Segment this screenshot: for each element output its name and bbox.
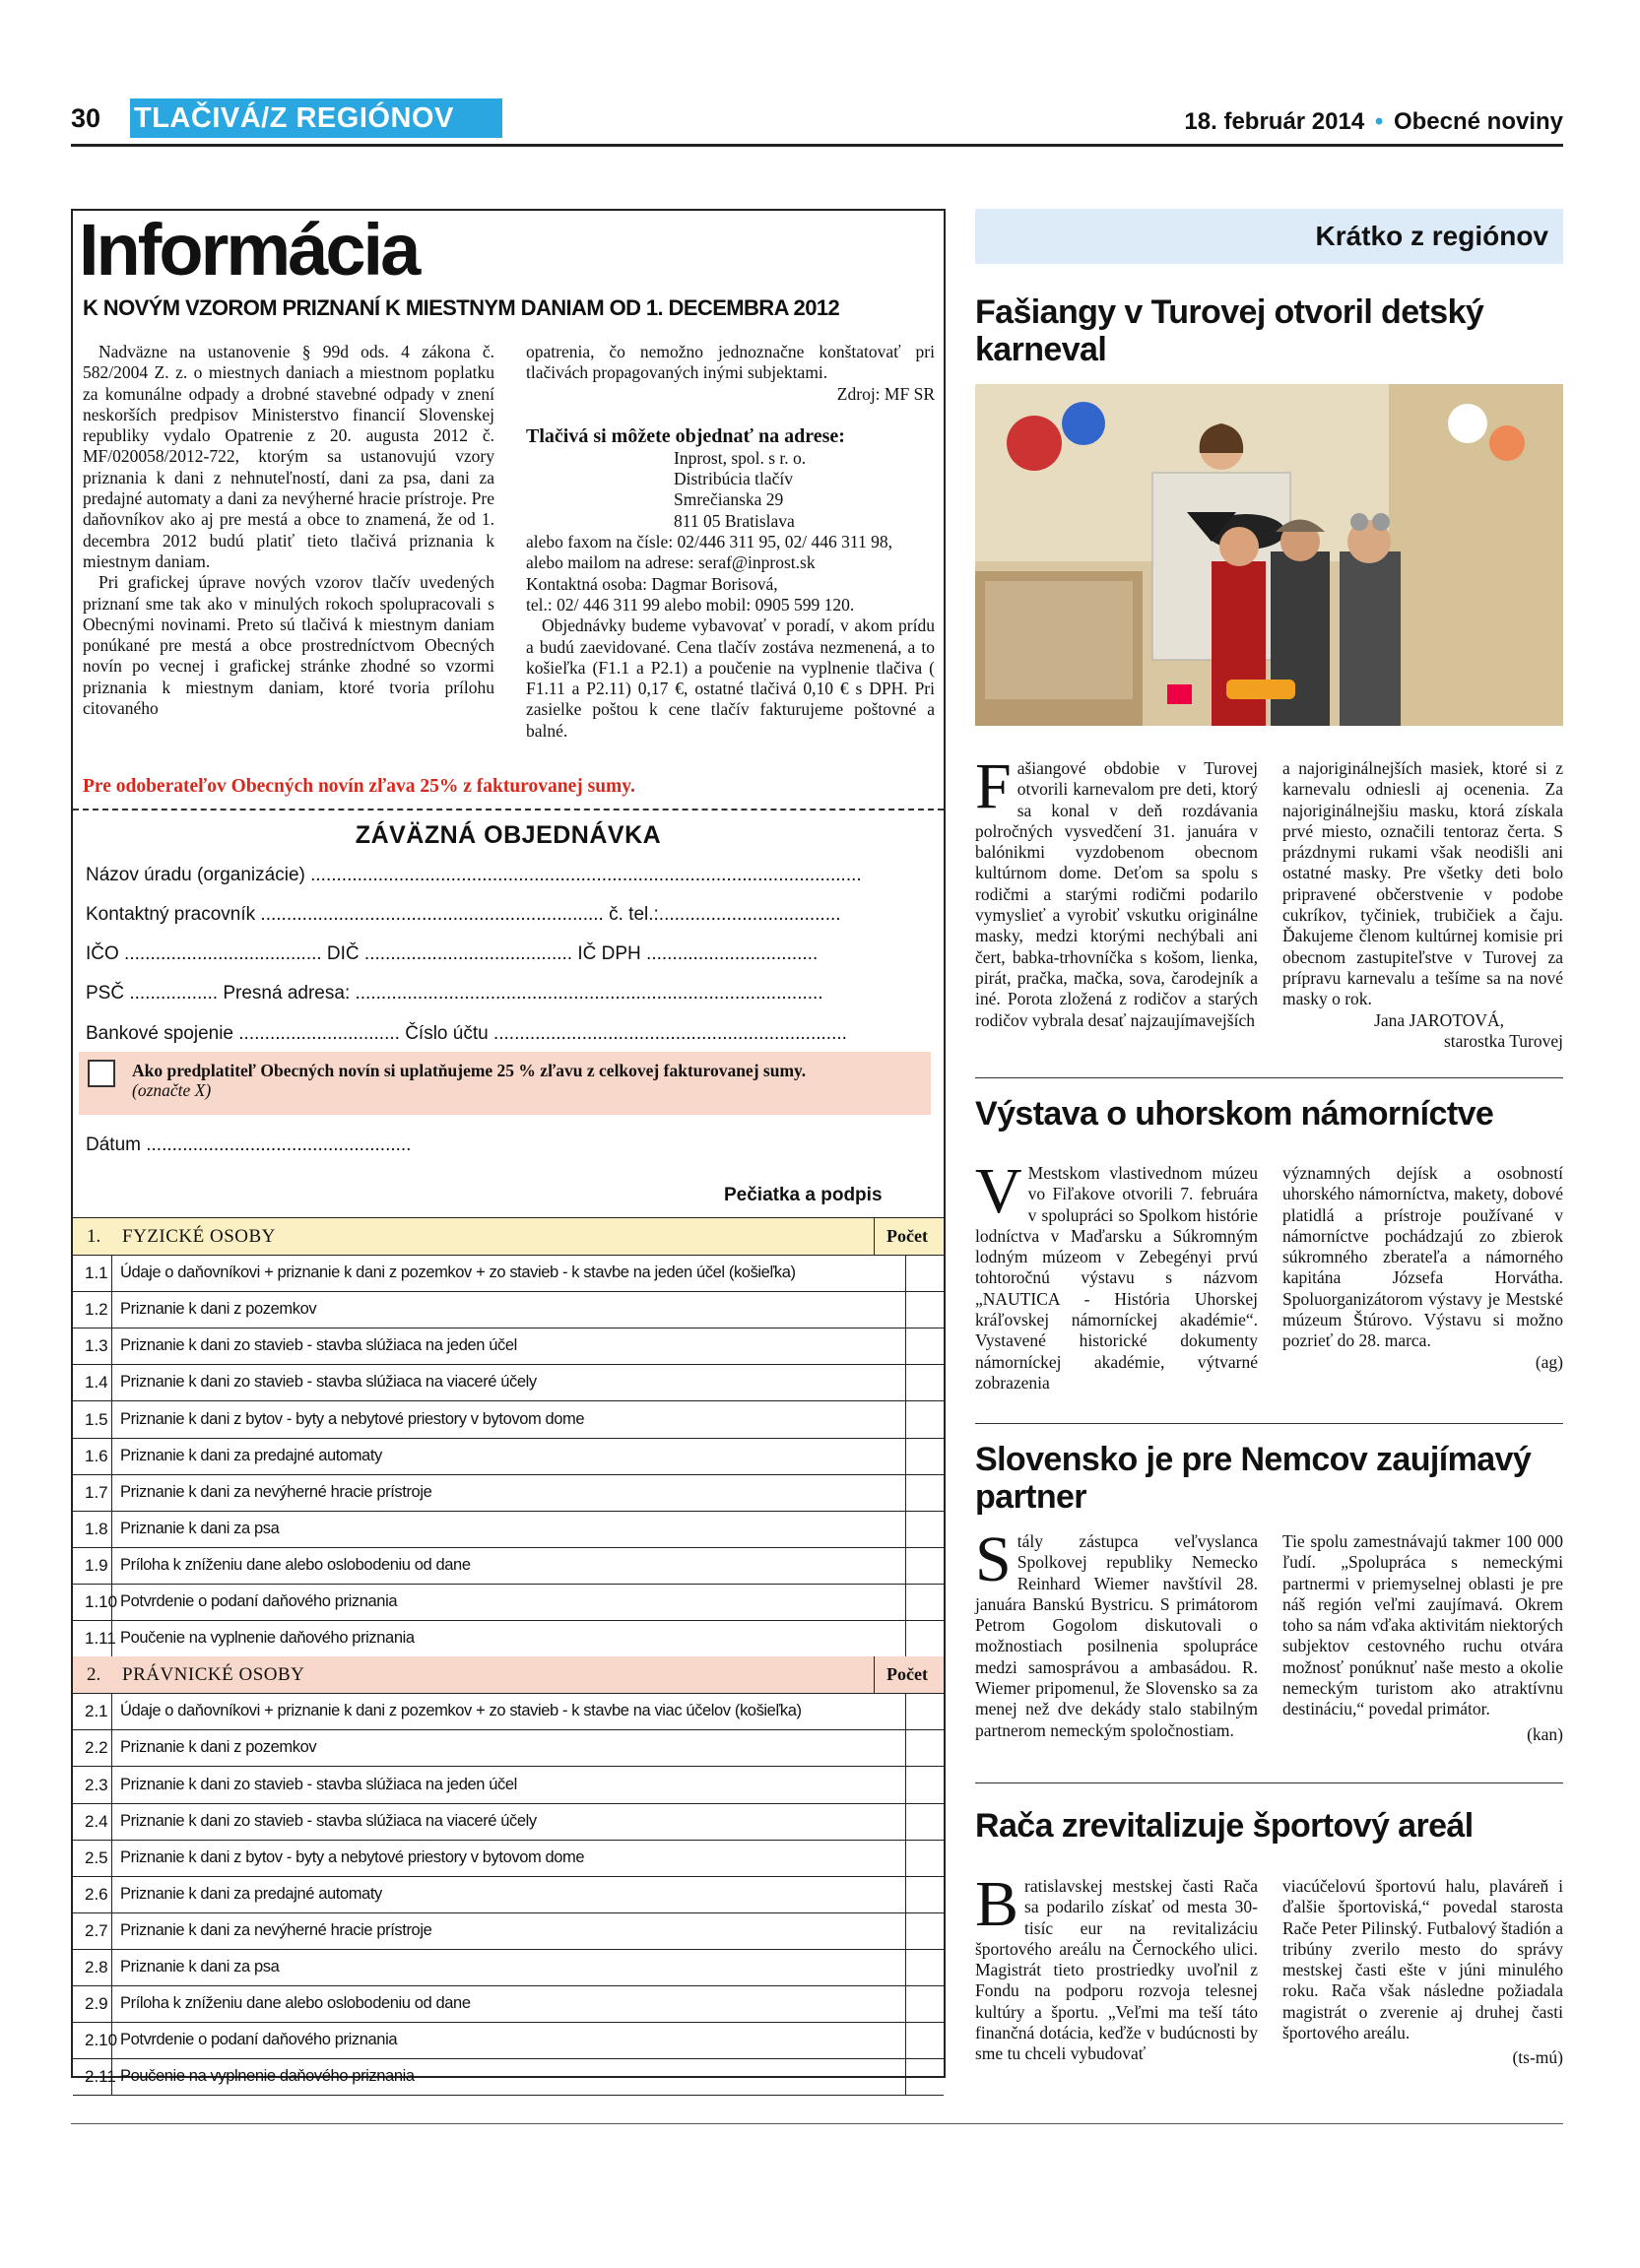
- row-count-cell[interactable]: [906, 1291, 944, 1328]
- row-number: 2.7: [73, 1912, 112, 1949]
- row-count-cell[interactable]: [906, 1912, 944, 1949]
- row-title: Priznanie k dani za nevýherné hracie prístroje: [112, 1474, 906, 1511]
- row-count-cell[interactable]: [906, 1401, 944, 1438]
- issue-info: [1184, 108, 1563, 136]
- field-tax-ids[interactable]: IČO ...................................... DIČ ........................................ IČ DPH .................................: [86, 943, 819, 964]
- row-count-cell[interactable]: [906, 1729, 944, 1766]
- article-4-text: ratislavskej mestskej časti Rača sa podarilo získať od mesta 30-tisíc eur na revitalizáciu športového areálu na Černockého ulici. Magistrát tieto prostriedky uvoľnil z Fondu na podporu rozvoja telesnej kultúry a športu. „Veľmi ma teší táto finančná dotácia, keďže v budúcnosti by sme tu chceli vybudovať: [975, 1876, 1258, 2064]
- row-count-cell[interactable]: [906, 1985, 944, 2022]
- info-column-2: [526, 342, 935, 742]
- row-title: Priznanie k dani zo stavieb - stavba slúžiaca na viaceré účely: [112, 1803, 906, 1840]
- row-number: 1.6: [73, 1438, 112, 1474]
- row-title: Potvrdenie o podaní daňového priznania: [112, 2022, 906, 2058]
- table-row: [73, 1985, 944, 2023]
- section-number: 2.: [87, 1664, 101, 1686]
- source: Zdroj: MF SR: [836, 383, 935, 404]
- row-count-cell[interactable]: [906, 1328, 944, 1364]
- bullet: •: [1374, 108, 1384, 135]
- row-number: 2.9: [73, 1985, 112, 2022]
- issue-date: 18. február 2014: [1184, 108, 1365, 135]
- subscriber-checkbox[interactable]: [88, 1060, 115, 1087]
- row-number: 1.9: [73, 1547, 112, 1584]
- row-title: Priznanie k dani zo stavieb - stavba slúžiaca na jeden účel: [112, 1328, 906, 1364]
- article-2-text: významných dejísk a osobností uhorského námorníctva, makety, dobové platidlá a prístroje používané v námorníctve pochádzajú zo zbierok súkromného zberateľa a námorného kapitána Józsefa Horvátha. Spoluorganizátorom výstavy je Mestské múzeum Štúrovo. Výstavu si možno pozrieť do 28. marca.: [1282, 1163, 1563, 1351]
- page-number: 30: [71, 103, 101, 133]
- info-paragraph: Nadväzne na ustanovenie § 99d ods. 4 zákona č. 582/2004 Z. z. o miestnych daniach a miestnom poplatku za komunálne odpady a drobné stavebné odpady v znení neskorších predpisov Ministerstvo financií Slovenskej republiky vydalo Opatrenie z 20. augusta 2012 č. MF/020058/2012-722, ktorým sa ustanovujú vzory priznania k dani z nehnuteľností, dani za psa, dani za predajné automaty a dani za nevýherné hracie prístroje. Pre daňovníkov ako aj pre mestá a obce to znamená, že od 1. decembra 2012 budú platiť tieto tlačivá priznania k miestnym daniam.: [83, 342, 494, 571]
- field-office-name[interactable]: Názov úradu (organizácie) ..........................................................................................................: [86, 865, 862, 885]
- article-4-dropcap: B: [975, 1868, 1019, 1940]
- table-row: [73, 1584, 944, 1621]
- row-count-cell[interactable]: [906, 1547, 944, 1584]
- row-count-cell[interactable]: [906, 1949, 944, 1985]
- cut-line: [73, 809, 944, 810]
- info-paragraph: Pri grafickej úprave nových vzorov tlačív uvedených priznaní sme tak ako v minulých rokoch spolupracovali s Obecnými novinami. Preto sú tlačivá k miestnym daniam ponúkané pre mestá a obce prostredníctvom Obecných novín po vecnej i grafickej stránke zhodné so vzormi priznania k miestnym daniam, ktoré tvoria prílohu citovaného: [83, 572, 494, 719]
- article-4-col-2: [1282, 1876, 1563, 2069]
- regions-box-title: Krátko z regiónov: [1315, 221, 1548, 251]
- article-2-col-1: [975, 1155, 1258, 1393]
- table-row: [73, 1803, 944, 1841]
- row-title: Priznanie k dani z pozemkov: [112, 1729, 906, 1766]
- row-number: 1.2: [73, 1291, 112, 1328]
- table-row: [73, 1547, 944, 1585]
- row-title: Poučenie na vyplnenie daňového priznania: [112, 1620, 906, 1656]
- row-number: 2.10: [73, 2022, 112, 2058]
- table-row: [73, 1474, 944, 1512]
- forms-section-header: [73, 1218, 944, 1256]
- row-title: Priznanie k dani za predajné automaty: [112, 1438, 906, 1474]
- row-count-cell[interactable]: [906, 2022, 944, 2058]
- info-paragraph: opatrenia, čo nemožno jednoznačne konštatovať pri tlačivách propagovaných inými subjektami.: [526, 342, 935, 383]
- order-form-title: ZÁVÄZNÁ OBJEDNÁVKA: [355, 821, 662, 849]
- stamp-label: Pečiatka a podpis: [724, 1185, 883, 1205]
- row-number: 2.2: [73, 1729, 112, 1766]
- subscriber-note: (označte X): [132, 1080, 212, 1100]
- row-count-cell[interactable]: [906, 1474, 944, 1511]
- row-title: Údaje o daňovníkovi + priznanie k dani z pozemkov + zo stavieb - k stavbe na jeden účel (košieľka): [112, 1255, 906, 1291]
- article-3-headline: Slovensko je pre Nemcov zaujímavý partner: [975, 1441, 1532, 1516]
- row-count-cell[interactable]: [906, 2058, 944, 2095]
- row-title: Poučenie na vyplnenie daňového priznania: [112, 2058, 906, 2095]
- table-row: [73, 1364, 944, 1401]
- table-row: [73, 2022, 944, 2059]
- header-rule: [71, 144, 1563, 147]
- article-4-text: viacúčelovú športovú halu, plaváreň i ďalšie športoviská,“ povedal starosta Rače Peter Pilinský. Futbalový štadión a tribúny zverilo mesto do správy mestskej časti ešte v júni minulého roku. Rača však následne požiadala magistrát o zverenie aj druhej časti športového areálu.: [1282, 1876, 1563, 2043]
- row-number: 2.4: [73, 1803, 112, 1840]
- footer-rule: [71, 2123, 1563, 2124]
- row-number: 2.3: [73, 1767, 112, 1803]
- table-row: [73, 1255, 944, 1292]
- article-1-col-1: [975, 750, 1258, 1031]
- article-1-col-2: [1282, 758, 1563, 1052]
- article-4-headline: Rača zrevitalizuje športový areál: [975, 1807, 1474, 1845]
- article-3-col-1: [975, 1523, 1258, 1741]
- article-1-text: ašiangové obdobie v Turovej otvorili karnevalom pre deti, ktorý sa konal v deň rozdávania polročných vysvedčení 31. januára v balónikmi vyzdobenom obecnom kultúrnom dome. Deťom sa spolu s rodičmi a starými rodičmi podarilo vymyslieť a vyrobiť vskutku originálne masky, medzi ktorými nechýbali ani čert, babka-trhovníčka s košom, lienka, pirát, pračka, mačka, sova, čarodejník a iné. Porota zložená z rodičov a starých rodičov vybrala desať najzaujímavejších: [975, 758, 1258, 1030]
- row-count-cell[interactable]: [906, 1620, 944, 1656]
- table-row: [73, 2058, 944, 2096]
- table-row: [73, 1291, 944, 1328]
- article-3-author: (kan): [1527, 1723, 1563, 1744]
- row-title: Priznanie k dani za psa: [112, 1511, 906, 1547]
- info-subtitle: K NOVÝM VZOROM PRIZNANÍ K MIESTNYM DANIAM OD 1. DECEMBRA 2012: [83, 295, 840, 320]
- section-title: FYZICKÉ OSOBY: [112, 1218, 875, 1255]
- row-title: Príloha k zníženiu dane alebo oslobodeniu od dane: [112, 1985, 906, 2022]
- subscriber-text: Ako predplatiteľ Obecných novín si uplatňujeme 25 % zľavu z celkovej fakturovanej sumy.: [132, 1061, 807, 1080]
- article-2-text: Mestskom vlastivednom múzeu vo Fiľakove otvorili 7. februára v spolupráci so Spolkom histórie lodníctva v Maďarsku a Súkromným lodným múzeom v Zebegényi prvú tohtoročnú výstavu s názvom „NAUTICA - História Uhorskej kráľovskej námorníckej akadémie“. Vystavené historické dokumenty námorníckej akadémie, výtvarné zobrazenia: [975, 1163, 1258, 1393]
- table-row: [73, 1693, 944, 1730]
- carnival-photo: [975, 384, 1563, 726]
- forms-table: [73, 1217, 944, 2087]
- article-separator: [975, 1077, 1563, 1078]
- table-row: [73, 1912, 944, 1950]
- article-separator: [975, 1423, 1563, 1424]
- field-contact-person[interactable]: Kontaktný pracovník .................................................................. č. tel.:...................................: [86, 904, 841, 925]
- row-title: Priznanie k dani zo stavieb - stavba slúžiaca na jeden účel: [112, 1767, 906, 1803]
- row-number: 1.10: [73, 1584, 112, 1620]
- section-title: PRÁVNICKÉ OSOBY: [112, 1656, 875, 1693]
- contact-line: tel.: 02/ 446 311 99 alebo mobil: 0905 599 120.: [526, 594, 855, 615]
- info-paragraph: Objednávky budeme vybavovať v poradí, v akom prídu a budú zaevidované. Cena tlačív zostáva nezmenená, a to košieľka (F1.1 a P2.1) a poučenie na vyplnenie tlačiva ( F1.11 a P2.11) 0,17 €, ostatné tlačivá 0,10 € s DPH. Pri zasielke poštou k cene tlačív fakturujeme poštovné a balné.: [526, 616, 935, 741]
- row-title: Priznanie k dani z bytov - byty a nebytové priestory v bytovom dome: [112, 1840, 906, 1876]
- discount-note: Pre odoberateľov Obecných novín zľava 25% z fakturovanej sumy.: [83, 776, 635, 797]
- field-address[interactable]: PSČ ................. Presná adresa: ..........................................................................................: [86, 983, 823, 1004]
- article-3-text: Tie spolu zamestnávajú takmer 100 000 ľudí. „Spolupráca s nemeckými partnermi v priemyselnej oblasti je pre náš región veľmi zaujímavá. Okrem toho sa nám vďaka aktivitám niektorých subjektov cestovného ruchu otvára možnosť ponúknuť naše mesto a okolie nemeckým turistom ako atraktívnu destináciu,“ povedal primátor.: [1282, 1531, 1563, 1719]
- row-number: 2.11: [73, 2058, 112, 2095]
- article-1-text: a najoriginálnejších masiek, ktoré si z karnevalu odniesli aj ocenenia. Za najoriginálnejšiu masku, ktorá získala prvé miesto, označili tentoraz čerta. S prázdnymi rukami však neodišli ani ostatné masky. Pre všetky deti bolo pripravené občerstvenie v podobe cukríkov, tyčiniek, trubičiek a čaju. Ďakujeme členom kultúrnej komisie pri obecnom zastupiteľstve v Turovej za prípravu karnevalu a tešíme sa na nové masky o rok.: [1282, 758, 1563, 1009]
- article-3-dropcap: S: [975, 1523, 1012, 1595]
- table-row: [73, 1840, 944, 1877]
- count-label: Počet: [886, 1226, 928, 1246]
- row-number: 1.3: [73, 1328, 112, 1364]
- article-1-headline: Fašiangy v Turovej otvoril detský karneval: [975, 293, 1484, 368]
- row-count-cell[interactable]: [906, 1584, 944, 1620]
- count-label: Počet: [886, 1664, 928, 1685]
- address-line: Distribúcia tlačív: [674, 469, 794, 489]
- row-title: Priznanie k dani zo stavieb - stavba slúžiaca na viaceré účely: [112, 1364, 906, 1400]
- row-number: 1.7: [73, 1474, 112, 1511]
- contact: [526, 532, 935, 616]
- row-title: Priznanie k dani za nevýherné hracie prístroje: [112, 1912, 906, 1949]
- row-number: 2.6: [73, 1876, 112, 1912]
- row-title: Priznanie k dani za psa: [112, 1949, 906, 1985]
- table-row: [73, 1767, 944, 1804]
- row-title: Potvrdenie o podaní daňového priznania: [112, 1584, 906, 1620]
- info-title: Informácia: [79, 209, 419, 291]
- section-number: 1.: [87, 1226, 101, 1247]
- row-number: 1.4: [73, 1364, 112, 1400]
- row-number: 1.1: [73, 1255, 112, 1291]
- table-row: [73, 1438, 944, 1475]
- contact-line: alebo faxom na čísle: 02/446 311 95, 02/ 446 311 98,: [526, 532, 892, 552]
- row-count-cell[interactable]: [906, 1364, 944, 1400]
- contact-line: Kontaktná osoba: Dagmar Borisová,: [526, 573, 778, 594]
- table-row: [73, 1401, 944, 1439]
- row-title: Priznanie k dani za predajné automaty: [112, 1876, 906, 1912]
- article-3-col-2: [1282, 1531, 1563, 1745]
- row-count-cell[interactable]: [906, 1803, 944, 1840]
- row-number: 2.5: [73, 1840, 112, 1876]
- row-title: Priznanie k dani z bytov - byty a nebytové priestory v bytovom dome: [112, 1401, 906, 1438]
- paper-name: Obecné noviny: [1393, 108, 1563, 135]
- table-row: [73, 1328, 944, 1365]
- row-count-cell[interactable]: [906, 1767, 944, 1803]
- table-row: [73, 1876, 944, 1913]
- field-date[interactable]: Dátum ...................................................: [86, 1134, 412, 1155]
- table-row: [73, 1729, 944, 1767]
- row-number: 1.5: [73, 1401, 112, 1438]
- row-number: 2.1: [73, 1693, 112, 1729]
- article-3-text: tály zástupca veľvyslanca Spolkovej republiky Nemecko Reinhard Wiemer navštívil 28. januára Banskú Bystricu. S primátorom Petrom Gogolom diskutovali o možnostiach posilnenia spolupráce medzi samosprávou a ambasádou. R. Wiemer pripomenul, že Slovensko sa za menej než dve dekády stalo stabilným partnerom nemeckým spoločnostiam.: [975, 1531, 1258, 1740]
- row-count-cell[interactable]: [906, 1255, 944, 1291]
- row-title: Príloha k zníženiu dane alebo oslobodeniu od dane: [112, 1547, 906, 1584]
- table-row: [73, 1949, 944, 1986]
- article-1-author: Jana JAROTOVÁ,: [1374, 1009, 1504, 1030]
- table-row: [73, 1511, 944, 1548]
- row-count-cell[interactable]: [906, 1693, 944, 1729]
- row-count-cell[interactable]: [906, 1876, 944, 1912]
- contact-line: alebo mailom na adrese: seraf@inprost.sk: [526, 552, 816, 573]
- article-2-author: (ag): [1535, 1351, 1563, 1372]
- row-number: 1.11: [73, 1620, 112, 1656]
- info-column-1: [83, 342, 494, 719]
- row-number: 2.8: [73, 1949, 112, 1985]
- address-line: 811 05 Bratislava: [674, 510, 795, 531]
- article-4-author: (ts-mú): [1512, 2047, 1563, 2068]
- row-number: 1.8: [73, 1511, 112, 1547]
- address-line: Smrečianska 29: [674, 489, 784, 510]
- carnival-photo-illustration: [975, 384, 1563, 726]
- article-2-headline: Výstava o uhorskom námorníctve: [975, 1095, 1494, 1133]
- row-count-cell[interactable]: [906, 1438, 944, 1474]
- table-row: [73, 1620, 944, 1657]
- article-separator: [975, 1782, 1563, 1783]
- article-1-author-role: starostka Turovej: [1443, 1030, 1563, 1051]
- address-line: Inprost, spol. s r. o.: [674, 447, 807, 468]
- row-title: Údaje o daňovníkovi + priznanie k dani z pozemkov + zo stavieb - k stavbe na viac účelov (košieľka): [112, 1693, 906, 1729]
- order-heading: Tlačivá si môžete objednať na adrese:: [526, 424, 845, 447]
- address: [526, 448, 935, 532]
- row-title: Priznanie k dani z pozemkov: [112, 1291, 906, 1328]
- article-4-col-1: [975, 1868, 1258, 2065]
- section-label: TLAČIVÁ/Z REGIÓNOV: [130, 98, 502, 138]
- forms-section-header: [73, 1656, 944, 1694]
- row-count-cell[interactable]: [906, 1840, 944, 1876]
- row-count-cell[interactable]: [906, 1511, 944, 1547]
- article-2-col-2: [1282, 1163, 1563, 1373]
- article-2-dropcap: V: [975, 1155, 1022, 1227]
- field-bank[interactable]: Bankové spojenie ............................... Číslo účtu ....................................................................: [86, 1023, 847, 1044]
- article-1-dropcap: F: [975, 750, 1012, 822]
